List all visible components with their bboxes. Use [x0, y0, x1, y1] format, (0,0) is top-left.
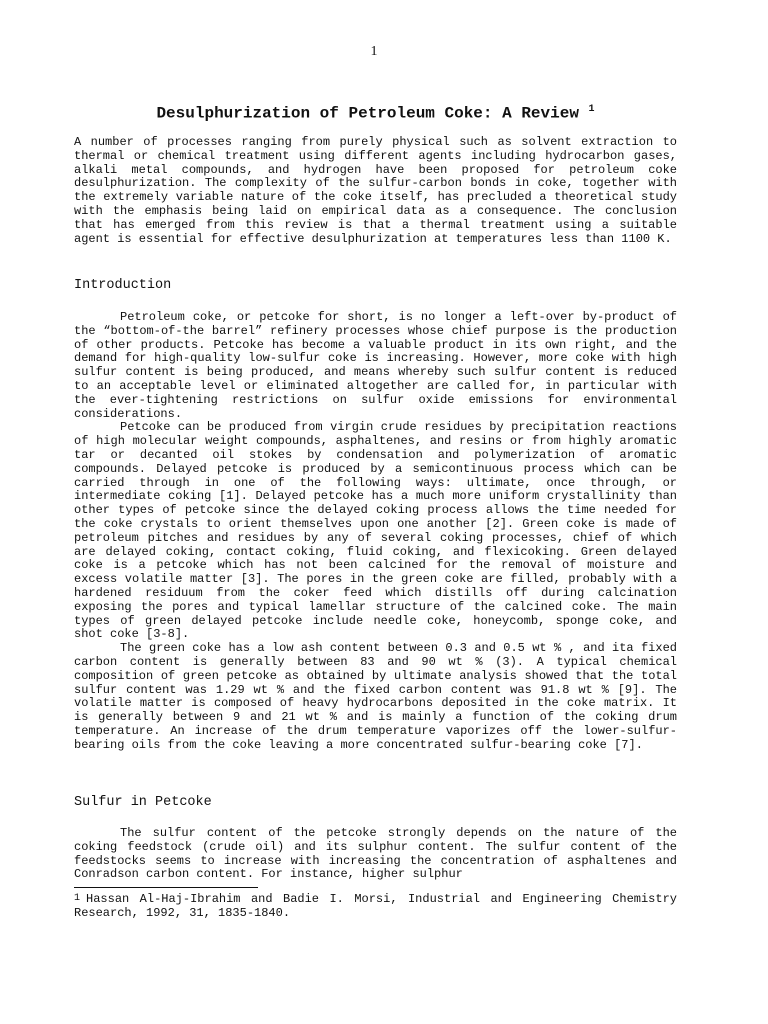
title-text: Desulphurization of Petroleum Coke: A Review [156, 104, 579, 123]
intro-paragraph-3: The green coke has a low ash content between 0.3 and 0.5 wt % , and ita fixed carbon content is generally between 83 and 90 wt % (3). A typical chemical composition of green petcoke as obtained by ultimate analysis showed that the total sulfur content was 1.29 wt % and the fixed carbon content was 91.8 wt % [9]. The volatile matter is composed of heavy hydrocarbons deposited in the coke matrix. It is generally between 9 and 21 wt % and is mainly a function of the coking drum temperature. An increase of the drum temperature vaporizes off the lower-sulfur-bearing oils from the coke leaving a more concentrated sulfur-bearing coke [7]. [74, 641, 677, 752]
footnote-mark: 1 [74, 893, 81, 904]
page-number: 1 [370, 44, 378, 59]
introduction-body [74, 311, 677, 753]
sulfur-paragraph-1: The sulfur content of the petcoke strongly depends on the nature of the coking feedstock (crude oil) and its sulphur content. The sulfur content of the feedstocks seems to increase with increasing the concentration of asphaltenes and Conradson carbon content. For instance, higher sulphur [74, 826, 677, 882]
intro-paragraph-1: Petroleum coke, or petcoke for short, is no longer a left-over by-product of the “bottom-of-the barrel” refinery processes whose chief purpose is the production of other products. Petcoke has become a valuable product in its own right, and the demand for high-quality low-sulfur coke is increasing. However, more coke with high sulfur content is being produced, and means whereby such sulfur content is reduced to an acceptable level or eliminated altogether are called for, in particular with the ever-tightening restrictions on sulfur oxide emissions for environmental considerations. [74, 310, 677, 421]
title-footnote-mark: 1 [588, 104, 595, 115]
section-heading-sulfur: Sulfur in Petcoke [74, 795, 212, 810]
footnote [74, 892, 677, 920]
document-title [74, 104, 677, 122]
sulfur-body [74, 827, 677, 882]
footnote-text: Hassan Al-Haj-Ibrahim and Badie I. Morsi, Industrial and Engineering Chemistry Research, 1992, 31, 1835-1840. [74, 892, 677, 920]
abstract-text: A number of processes ranging from purely physical such as solvent extraction to thermal or chemical treatment using different agents including hydrocarbon gases, alkali metal compounds, and hydrogen have been proposed for petroleum coke desulphurization. The complexity of the sulfur-carbon bonds in coke, together with the extremely variable nature of the coke itself, has precluded a theoretical study with the emphasis being laid on empirical data as a consequence. The conclusion that has emerged from this review is that a thermal treatment using a suitable agent is essential for effective desulphurization at temperatures less than 1100 K. [74, 135, 677, 246]
intro-paragraph-2: Petcoke can be produced from virgin crude residues by precipitation reactions of high molecular weight compounds, asphaltenes, and resins or from highly aromatic tar or decanted oil stokes by condensation and polymerization of aromatic compounds. Delayed petcoke is produced by a semicontinuous process which can be carried through in one of the following ways: ultimate, once through, or intermediate coking [1]. Delayed petcoke has a much more uniform crystallinity than other types of petcoke since the delayed coking process allows the time needed for the coke crystals to orient themselves upon one another [2]. Green coke is made of petroleum pitches and residues by any of several coking processes, chief of which are delayed coking, contact coking, fluid coking, and flexicoking. Green delayed coke is a petcoke which has not been calcined for the removal of moisture and excess volatile matter [3]. The pores in the green coke are filled, probably with a hardened residuum from the coker feed which distills off during calcination exposing the pores and typical lamellar structure of the calcined coke. The main types of green delayed petcoke include needle coke, honeycomb, sponge coke, and shot coke [3-8]. [74, 420, 677, 642]
section-heading-introduction: Introduction [74, 278, 172, 293]
footnote-divider [74, 887, 258, 888]
abstract [74, 136, 677, 246]
